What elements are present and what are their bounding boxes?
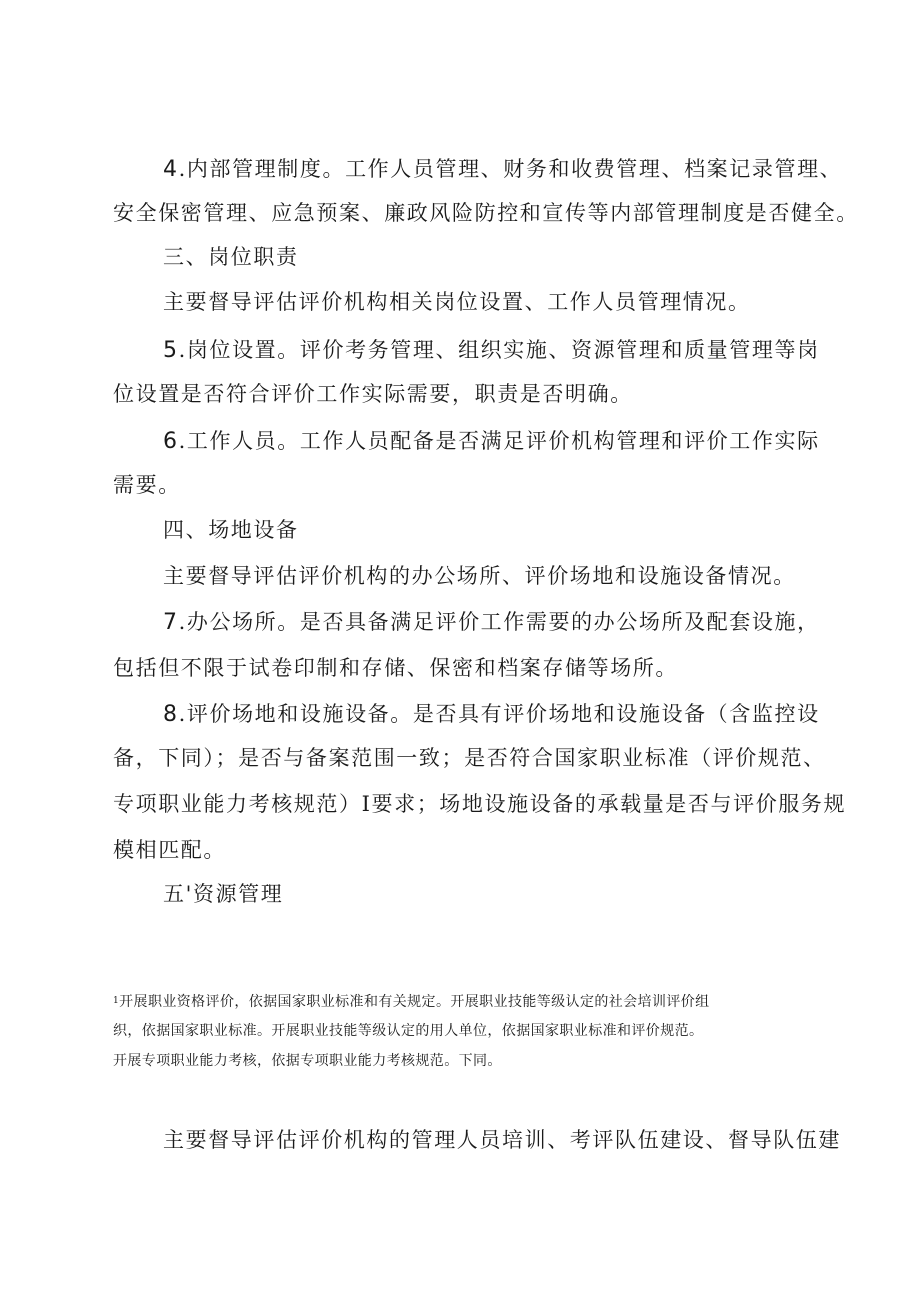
footnote-marker: 1 [113,996,120,1006]
item-6-line-2: 需要。 [113,473,181,497]
item-5-line-1 [163,337,820,364]
item-8-number: 8 [163,702,179,727]
item-4-line-2: 安全保密管理、应急预案、廉政风险防控和宣传等内部管理制度是否健全。 [113,201,859,225]
item-8-line-4: 模相匹配。 [113,838,226,862]
footnote-line-1 [113,992,710,1012]
item-6-number: 6 [163,429,179,454]
item-7-line-2: 包括但不限于试卷印制和存储、保密和档案存储等场所。 [113,656,678,680]
item-4-number: 4 [163,157,179,182]
item-7-line-1 [163,609,820,636]
item-8-line-3: 专项职业能力考核规范）I要求；场地设施设备的承载量是否与评价服务规 [113,792,847,816]
section-3-heading: 三、岗位职责 [163,245,299,269]
item-8-text-1: .评价场地和设施设备。是否具有评价场地和设施设备（含监控设 [178,702,820,726]
item-4-text-1: .内部管理制度。工作人员管理、财务和收费管理、档案记录管理、 [178,157,843,181]
item-6-line-1 [163,428,820,455]
item-8-line-2: 备，下同）；是否与备案范围一致；是否符合国家职业标准（评价规范、 [113,746,826,770]
item-8-line-1 [163,701,820,728]
item-5-text-1: .岗位设置。评价考务管理、组织实施、资源管理和质量管理等岗 [178,338,820,362]
section-4-intro: 主要督导评估评价机构的办公场所、评价场地和设施设备情况。 [163,564,796,588]
item-5-number: 5 [163,338,179,363]
item-6-text-1: .工作人员。工作人员配备是否满足评价机构管理和评价工作实际 [178,429,820,453]
section-3-intro: 主要督导评估评价机构相关岗位设置、工作人员管理情况。 [163,290,751,314]
item-7-text-1: .办公场所。是否具备满足评价工作需要的办公场所及配套设施， [178,610,820,634]
section-5-intro: 主要督导评估评价机构的管理人员培训、考评队伍建设、督导队伍建 [163,1128,841,1152]
footnote-line-2: 织，依据国家职业标准。开展职业技能等级认定的用人单位，依据国家职业标准和评价规范。 [113,1023,704,1039]
item-4-line-1 [163,156,842,183]
item-7-number: 7 [163,610,179,635]
section-4-heading: 四、场地设备 [163,518,299,542]
footnote-text-1: 开展职业资格评价，依据国家职业标准和有关规定。开展职业技能等级认定的社会培训评价组 [119,994,710,1010]
item-5-line-2: 位设置是否符合评价工作实际需要，职责是否明确。 [113,382,633,406]
section-5-heading: 五'资源管理 [163,882,284,906]
footnote-line-3: 开展专项职业能力考核，依据专项职业能力考核规范。下同。 [113,1053,502,1069]
